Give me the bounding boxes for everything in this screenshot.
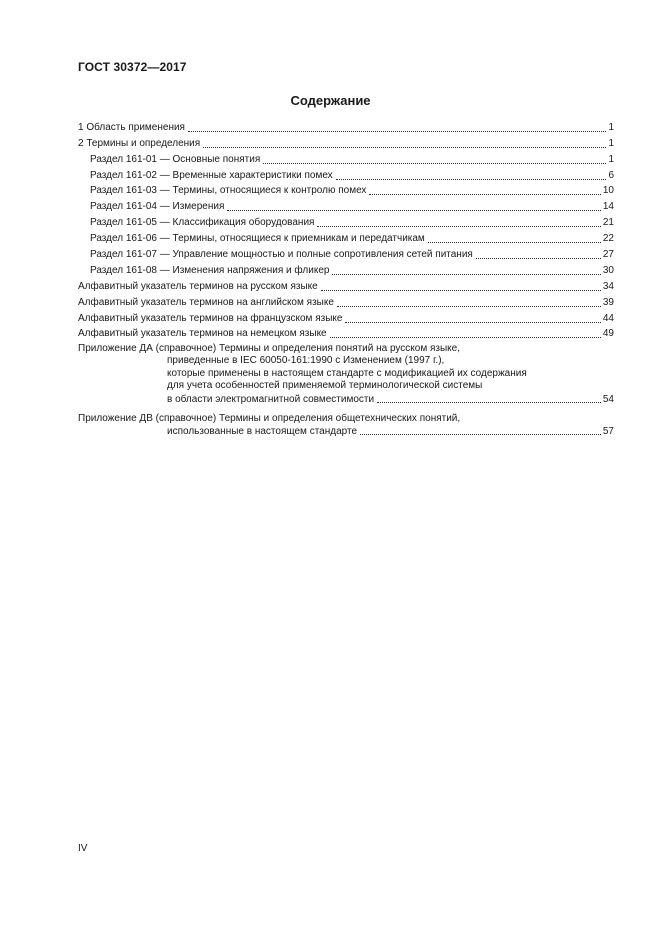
toc-entry[interactable] bbox=[78, 262, 614, 278]
page-number: IV bbox=[78, 843, 88, 854]
toc-leader bbox=[203, 147, 606, 148]
toc-entry[interactable] bbox=[78, 278, 614, 294]
table-of-contents bbox=[78, 119, 614, 438]
toc-leader bbox=[227, 210, 600, 211]
toc-entry[interactable] bbox=[78, 326, 614, 342]
toc-entry-page: 39 bbox=[602, 296, 614, 308]
toc-leader bbox=[377, 402, 601, 403]
toc-entry-page: 44 bbox=[602, 312, 614, 324]
toc-leader bbox=[188, 131, 606, 132]
toc-entry[interactable] bbox=[78, 214, 614, 230]
toc-leader bbox=[336, 179, 607, 180]
appendix-dv-line: Приложение ДВ (справочное) Термины и определения общетехнических понятий, bbox=[78, 412, 461, 424]
toc-entry-page: 14 bbox=[602, 201, 614, 213]
toc-entry-text: Раздел 161-03 — Термины, относящиеся к контролю помех bbox=[90, 185, 367, 197]
appendix-da-line: приведенные в IEC 60050-161:1990 с Изменением (1997 г.), bbox=[167, 355, 445, 367]
page-title: Содержание bbox=[290, 93, 371, 108]
toc-leader bbox=[476, 258, 601, 259]
toc-entry-appendix-da[interactable] bbox=[78, 342, 614, 406]
appendix-da-last-line bbox=[78, 393, 614, 406]
toc-entry-text: Раздел 161-04 — Измерения bbox=[90, 201, 225, 213]
toc-leader bbox=[317, 226, 600, 227]
appendix-da-line: которые применены в настоящем стандарте с модификацией их содержания bbox=[167, 367, 527, 379]
toc-leader bbox=[428, 242, 601, 243]
toc-entry-text: 1 Область применения bbox=[78, 121, 185, 133]
toc-entry-page: 1 bbox=[608, 121, 614, 133]
toc-entry[interactable] bbox=[78, 167, 614, 183]
appendix-da-line: в области электромагнитной совместимости bbox=[167, 393, 375, 405]
toc-leader bbox=[345, 322, 600, 323]
appendix-da-line: Приложение ДА (справочное) Термины и определения понятий на русском языке, bbox=[78, 343, 461, 355]
toc-entry-text: Алфавитный указатель терминов на немецком языке bbox=[78, 328, 327, 340]
toc-entry-text: Алфавитный указатель терминов на французском языке bbox=[78, 312, 343, 324]
toc-entry-text: Раздел 161-06 — Термины, относящиеся к приемникам и передатчикам bbox=[90, 233, 425, 245]
toc-entry[interactable] bbox=[78, 230, 614, 246]
toc-entry-page: 34 bbox=[602, 280, 614, 292]
toc-leader bbox=[369, 194, 600, 195]
toc-entry-page: 6 bbox=[608, 169, 614, 181]
toc-entry-text: Алфавитный указатель терминов на английском языке bbox=[78, 296, 334, 308]
toc-entry-page: 27 bbox=[602, 249, 614, 261]
toc-entry-page: 49 bbox=[602, 328, 614, 340]
toc-entry[interactable] bbox=[78, 198, 614, 214]
toc-leader bbox=[263, 163, 606, 164]
toc-entry-page: 54 bbox=[602, 393, 614, 405]
appendix-dv-line: использованные в настоящем стандарте bbox=[167, 425, 358, 437]
toc-entry-text: Раздел 161-02 — Временные характеристики помех bbox=[90, 169, 333, 181]
toc-leader bbox=[321, 290, 601, 291]
toc-leader bbox=[337, 306, 601, 307]
toc-entry-page: 1 bbox=[608, 153, 614, 165]
toc-entry[interactable] bbox=[78, 135, 614, 151]
appendix-da-line: для учета особенностей применяемой терминологической системы bbox=[167, 380, 483, 392]
toc-leader bbox=[360, 434, 601, 435]
document-header: ГОСТ 30372—2017 bbox=[78, 60, 187, 74]
toc-entry[interactable] bbox=[78, 246, 614, 262]
toc-entry[interactable] bbox=[78, 294, 614, 310]
toc-entry[interactable] bbox=[78, 183, 614, 199]
toc-entry-text: Раздел 161-01 — Основные понятия bbox=[90, 153, 261, 165]
toc-entry-page: 10 bbox=[602, 185, 614, 197]
toc-entry-page: 1 bbox=[608, 137, 614, 149]
toc-entry-text: Раздел 161-05 — Классификация оборудования bbox=[90, 217, 315, 229]
toc-leader bbox=[330, 337, 601, 338]
toc-entry[interactable] bbox=[78, 151, 614, 167]
toc-entry-page: 57 bbox=[602, 425, 614, 437]
toc-entry-text: Раздел 161-08 — Изменения напряжения и фликер bbox=[90, 264, 330, 276]
toc-entry-page: 21 bbox=[602, 217, 614, 229]
toc-entry[interactable] bbox=[78, 310, 614, 326]
toc-entry-text: Раздел 161-07 — Управление мощностью и полные сопротивления сетей питания bbox=[90, 249, 473, 261]
appendix-dv-last-line bbox=[78, 425, 614, 438]
toc-leader bbox=[332, 274, 600, 275]
toc-entry-text: Алфавитный указатель терминов на русском языке bbox=[78, 280, 318, 292]
toc-entry-text: 2 Термины и определения bbox=[78, 137, 201, 149]
toc-entry-page: 22 bbox=[602, 233, 614, 245]
toc-entry-appendix-dv[interactable] bbox=[78, 412, 614, 438]
toc-entry-page: 30 bbox=[602, 264, 614, 276]
toc-entry[interactable] bbox=[78, 119, 614, 135]
